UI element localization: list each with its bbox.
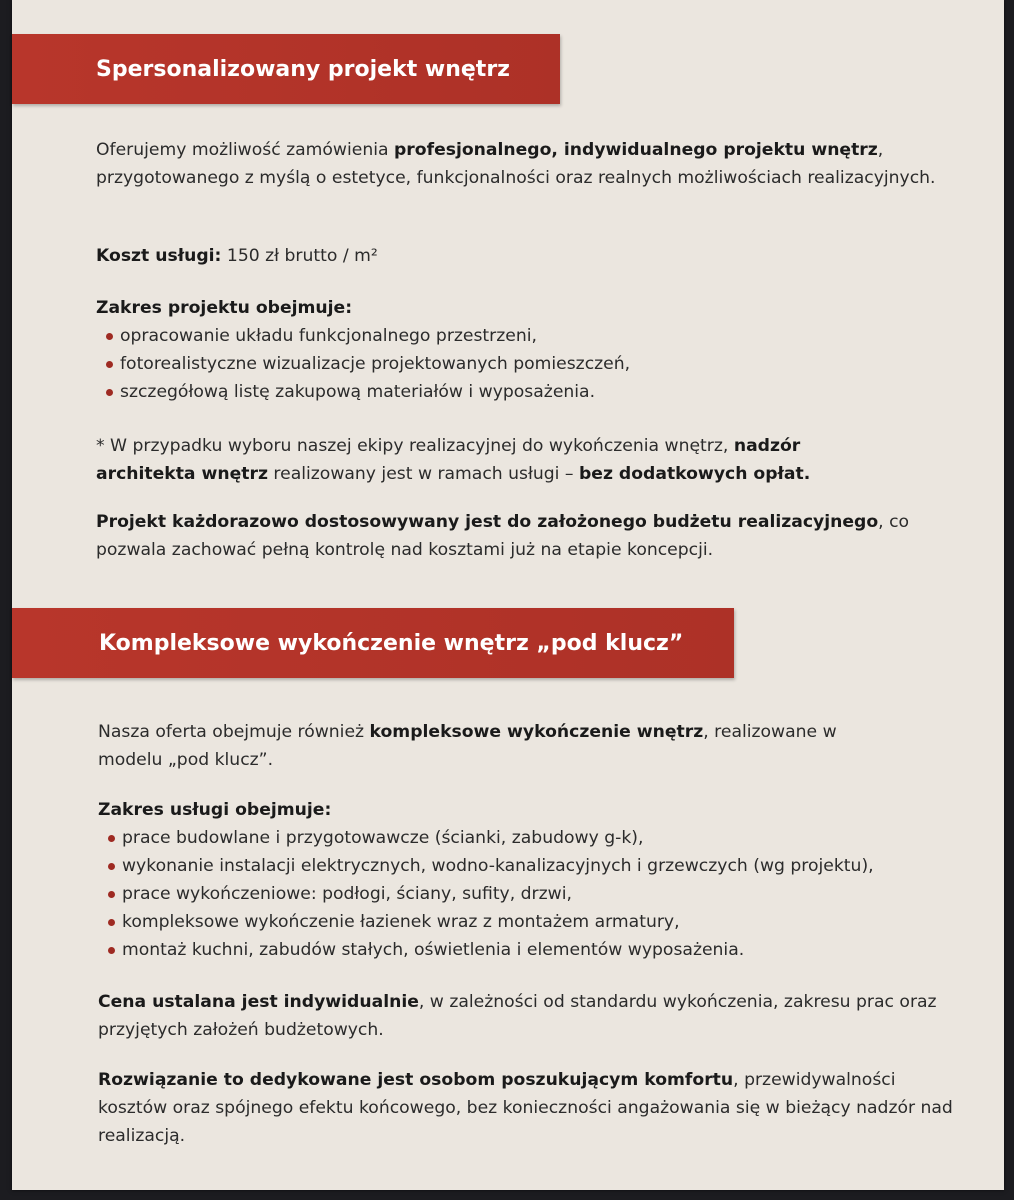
list-item	[98, 824, 998, 852]
section-banner-design	[12, 34, 560, 104]
bullet-icon	[108, 863, 115, 870]
target-bold: Rozwiązanie to dedykowane jest osobom poszukującym komfortu	[98, 1070, 734, 1090]
note-text: * W przypadku wyboru naszej ekipy realizacyjnej do wykończenia wnętrz,	[96, 436, 734, 456]
note-text-mid: realizowany jest w ramach usługi –	[267, 464, 579, 484]
note-bold-supervision: nadzór architekta wnętrz	[96, 436, 801, 484]
bullet-icon	[106, 361, 113, 368]
design-intro-text: Oferujemy możliwość zamówienia	[96, 140, 394, 160]
design-intro-bold: profesjonalnego, indywidualnego projektu wnętrz	[394, 140, 878, 160]
cost-value: 150 zł brutto / m²	[221, 246, 378, 266]
turnkey-scope	[98, 796, 998, 964]
bullet-icon	[106, 333, 113, 340]
turnkey-intro-paragraph	[98, 718, 898, 774]
price-bold: Cena ustalana jest indywidualnie	[98, 992, 419, 1012]
list-item-text: wykonanie instalacji elektrycznych, wodno-kanalizacyjnych i grzewczych (wg projektu),	[122, 856, 874, 876]
turnkey-price	[98, 988, 958, 1044]
turnkey-scope-heading: Zakres usługi obejmuje:	[98, 800, 332, 820]
bullet-icon	[108, 919, 115, 926]
budget-text: , co pozwala zachować pełną kontrolę nad kosztami już na etapie koncepcji.	[96, 512, 910, 560]
list-item	[96, 350, 956, 378]
list-item-text: prace budowlane i przygotowawcze (ścianki, zabudowy g-k),	[122, 828, 644, 848]
list-item	[98, 908, 998, 936]
list-item-text: opracowanie układu funkcjonalnego przestrzeni,	[120, 326, 537, 346]
list-item-text: prace wykończeniowe: podłogi, ściany, sufity, drzwi,	[122, 884, 572, 904]
bullet-icon	[108, 835, 115, 842]
section-banner-turnkey	[12, 608, 734, 678]
bullet-icon	[106, 389, 113, 396]
turnkey-scope-list	[98, 824, 998, 964]
budget-bold: Projekt każdorazowo dostosowywany jest do założonego budżetu realizacyjnego	[96, 512, 879, 532]
offer-page	[12, 0, 1004, 1190]
list-item	[96, 378, 956, 406]
turnkey-intro-bold: kompleksowe wykończenie wnętrz	[369, 722, 704, 742]
design-scope-heading: Zakres projektu obejmuje:	[96, 298, 353, 318]
design-intro-text-end: , przygotowanego z myślą o estetyce, funkcjonalności oraz realnych możliwościach realizacyjnych.	[96, 140, 936, 188]
section-title-design: Spersonalizowany projekt wnętrz	[96, 56, 510, 82]
note-bold-free: bez dodatkowych opłat.	[578, 464, 811, 484]
cost-label: Koszt usługi:	[96, 246, 222, 266]
design-intro-paragraph	[96, 136, 956, 192]
price-text: , w zależności od standardu wykończenia, zakresu prac oraz przyjętych założeń budżetowych.	[98, 992, 937, 1040]
list-item-text: fotorealistyczne wizualizacje projektowanych pomieszczeń,	[120, 354, 631, 374]
design-scope	[96, 294, 956, 406]
turnkey-intro-text-end: , realizowane w modelu „pod klucz”.	[98, 722, 837, 770]
design-cost	[96, 242, 956, 270]
list-item-text: montaż kuchni, zabudów stałych, oświetlenia i elementów wyposażenia.	[122, 940, 745, 960]
target-text: , przewidywalności kosztów oraz spójnego efektu końcowego, bez konieczności angażowania się w bieżący nadzór nad realizacją.	[98, 1070, 953, 1146]
turnkey-target	[98, 1066, 958, 1150]
bullet-icon	[108, 891, 115, 898]
section-title-turnkey: Kompleksowe wykończenie wnętrz „pod klucz”	[99, 630, 684, 656]
list-item	[98, 936, 998, 964]
bullet-icon	[108, 947, 115, 954]
list-item	[98, 880, 998, 908]
turnkey-intro-text: Nasza oferta obejmuje również	[98, 722, 370, 742]
design-budget	[96, 508, 956, 564]
design-scope-list	[96, 322, 956, 406]
list-item	[98, 852, 998, 880]
list-item-text: szczegółową listę zakupową materiałów i wyposażenia.	[120, 382, 596, 402]
design-note	[96, 432, 896, 488]
list-item	[96, 322, 956, 350]
list-item-text: kompleksowe wykończenie łazienek wraz z montażem armatury,	[122, 912, 680, 932]
